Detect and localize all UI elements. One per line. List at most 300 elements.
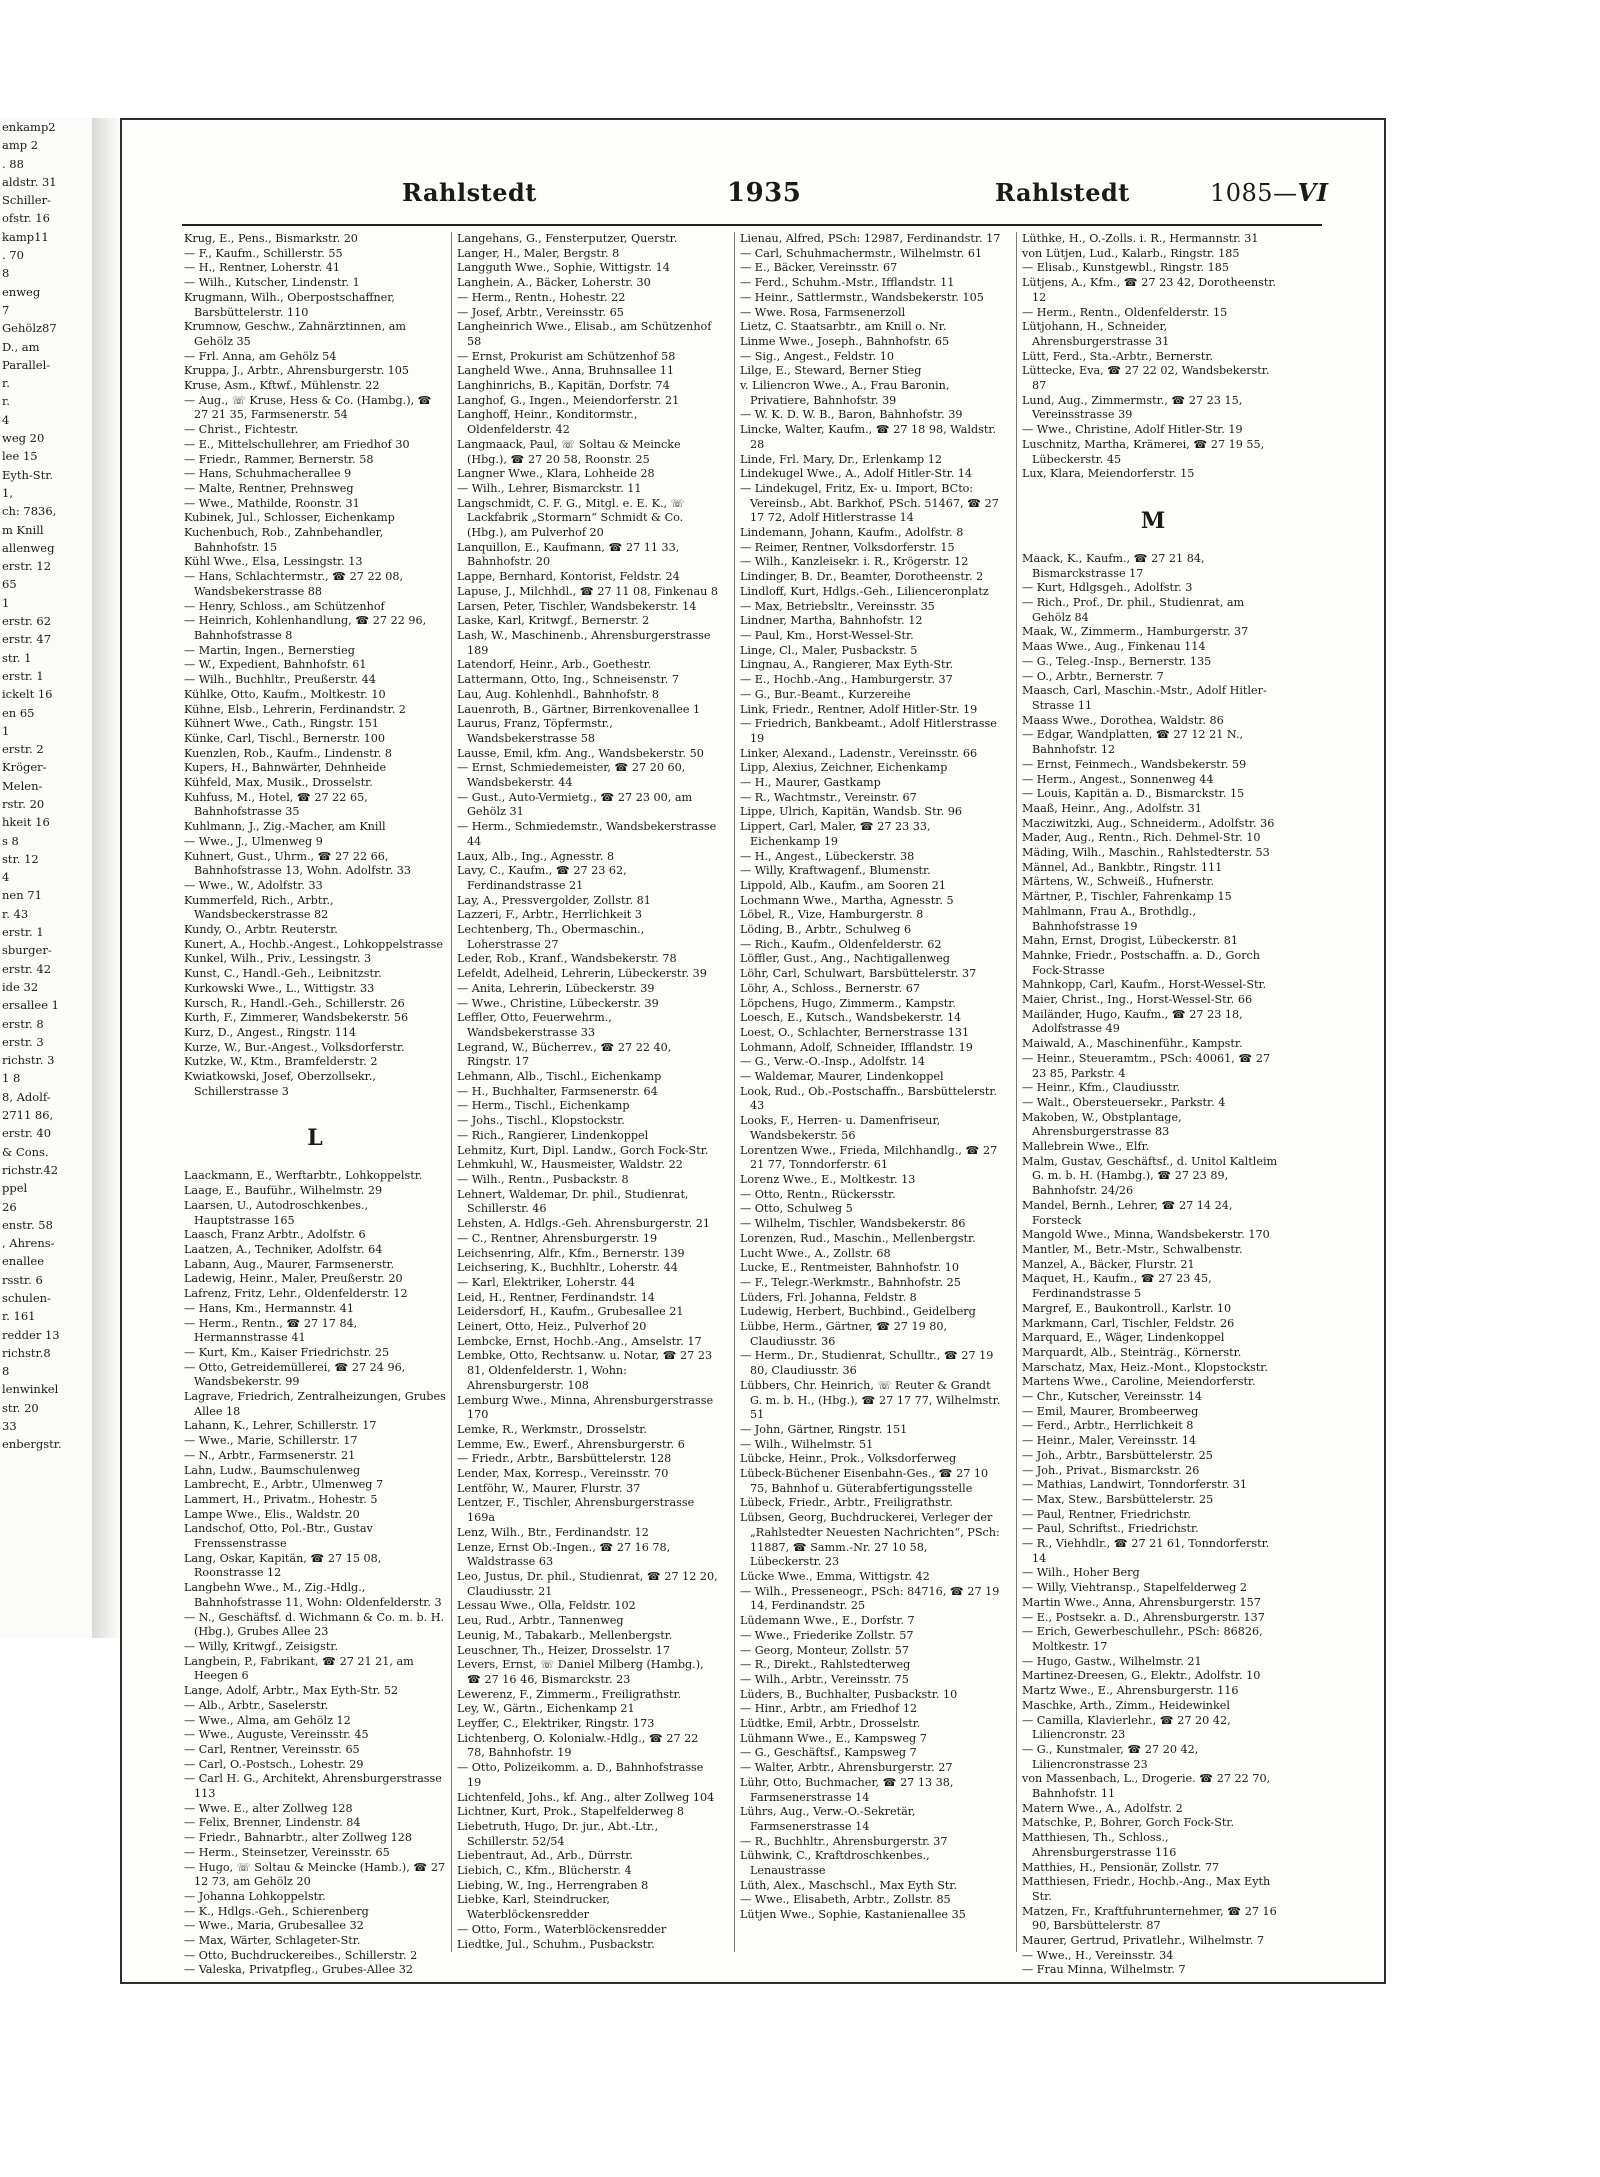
edge-text-fragment: & Cons. bbox=[2, 1144, 49, 1159]
directory-entry: — Rich., Rangierer, Lindenkoppel bbox=[457, 1128, 649, 1142]
column-2 bbox=[457, 232, 719, 1952]
directory-entry: Kühnert Wwe., Cath., Ringstr. 151 bbox=[184, 717, 379, 731]
directory-entry: Matthiesen, Friedr., Hochb.-Ang., Max Eyth Str. bbox=[1022, 1875, 1271, 1903]
directory-entry: — E., Postsekr. a. D., Ahrensburgerstr. 137 bbox=[1022, 1610, 1265, 1624]
directory-entry: — Valeska, Privatpfleg., Grubes-Allee 32 bbox=[184, 1963, 414, 1977]
directory-entry: Lafrenz, Fritz, Lehr., Oldenfelderstr. 12 bbox=[184, 1287, 408, 1301]
directory-entry: Lüthke, H., O.-Zolls. i. R., Hermannstr. 31 bbox=[1022, 232, 1259, 245]
directory-entry: — Louis, Kapitän a. D., Bismarckstr. 15 bbox=[1022, 787, 1245, 801]
directory-entry: Maier, Christ., Ing., Horst-Wessel-Str. 66 bbox=[1022, 993, 1253, 1007]
entries-l-part2 bbox=[457, 232, 719, 1952]
directory-entry: Malm, Gustav, Geschäftsf., d. Unitol Kaltleim G. m. b. H. (Hambg.), ☎ 27 23 89, Bahnhofstr. 24/26 bbox=[1022, 1154, 1278, 1198]
directory-entry: — Anita, Lehrerin, Lübeckerstr. 39 bbox=[457, 981, 655, 995]
directory-entry: Lemke, R., Werkmstr., Drosselstr. bbox=[457, 1422, 647, 1436]
directory-entry: Mäding, Wilh., Maschin., Rahlstedterstr. 53 bbox=[1022, 846, 1270, 860]
directory-entry: — Herm., Schmiedemstr., Wandsbekerstrasse 44 bbox=[457, 820, 717, 848]
directory-entry: — Frl. Anna, am Gehölz 54 bbox=[184, 349, 337, 363]
directory-entry: Legrand, W., Bücherrev., ☎ 27 22 40, Ringstr. 17 bbox=[457, 1040, 672, 1069]
directory-entry: Kurkowski Wwe., L., Wittigstr. 33 bbox=[184, 981, 375, 995]
directory-entry: Martin Wwe., Anna, Ahrensburgerstr. 157 bbox=[1022, 1595, 1261, 1609]
directory-entry: Laarsen, U., Autodroschkenbes., Hauptstrasse 165 bbox=[184, 1198, 369, 1227]
directory-entry: Lindemann, Johann, Kaufm., Adolfstr. 8 bbox=[740, 526, 964, 540]
directory-entry: Ludewig, Herbert, Buchbind., Geidelberg bbox=[740, 1305, 976, 1319]
directory-entry: Lippold, Alb., Kaufm., am Sooren 21 bbox=[740, 878, 946, 892]
directory-entry: — Hugo, ☏ Soltau & Meincke (Hamb.), ☎ 27 12 73, am Gehölz 20 bbox=[184, 1860, 446, 1889]
directory-entry: Lenze, Ernst Ob.-Ingen., ☎ 27 16 78, Waldstrasse 63 bbox=[457, 1540, 671, 1569]
directory-entry: — Friedr., Arbtr., Barsbüttelerstr. 128 bbox=[457, 1452, 672, 1466]
directory-entry: Lindinger, B. Dr., Beamter, Dorotheenstr. 2 bbox=[740, 570, 984, 584]
directory-entry: — Wilh., Hoher Berg bbox=[1022, 1566, 1140, 1580]
directory-entry: — Joh., Privat., Bismarckstr. 26 bbox=[1022, 1463, 1200, 1477]
directory-entry: — Herm., Dr., Studienrat, Schulltr., ☎ 27 19 80, Claudiusstr. 36 bbox=[740, 1349, 994, 1378]
directory-entry: Langheinrich Wwe., Elisab., am Schützenhof 58 bbox=[457, 320, 712, 348]
directory-entry: Lahn, Ludw., Baumschulenweg bbox=[184, 1463, 361, 1477]
directory-entry: Kuenzlen, Rob., Kaufm., Lindenstr. 8 bbox=[184, 746, 392, 760]
directory-entry: Matschke, P., Bohrer, Gorch Fock-Str. bbox=[1022, 1816, 1235, 1830]
directory-entry: Kutzke, W., Ktm., Bramfelderstr. 2 bbox=[184, 1055, 378, 1069]
directory-entry: — Mathias, Landwirt, Tonndorferstr. 31 bbox=[1022, 1478, 1248, 1492]
directory-entry: Matzen, Fr., Kraftfuhrunternehmer, ☎ 27 16 90, Barsbüttelerstr. 87 bbox=[1022, 1904, 1277, 1933]
edge-text-fragment: lenwinkel bbox=[2, 1382, 59, 1397]
directory-entry: Kurth, F., Zimmerer, Wandsbekerstr. 56 bbox=[184, 1011, 409, 1025]
directory-entry: Labann, Aug., Maurer, Farmsenerstr. bbox=[184, 1257, 395, 1271]
directory-entry: Liedtke, Jul., Schuhm., Pusbackstr. bbox=[457, 1937, 655, 1951]
directory-entry: Loesch, E., Kutsch., Wandsbekerstr. 14 bbox=[740, 1011, 962, 1025]
directory-entry: Lund, Aug., Zimmermstr., ☎ 27 23 15, Vereinsstrasse 39 bbox=[1022, 393, 1243, 422]
column-divider bbox=[451, 232, 452, 1952]
directory-entry: — Hans, Schlachtermstr., ☎ 27 22 08, Wandsbekerstrasse 88 bbox=[184, 570, 404, 598]
directory-entry: Maschke, Arth., Zimm., Heidewinkel bbox=[1022, 1698, 1230, 1712]
directory-entry: — Joh., Arbtr., Barsbüttelerstr. 25 bbox=[1022, 1448, 1213, 1462]
directory-entry: Lucke, E., Rentmeister, Bahnhofstr. 10 bbox=[740, 1261, 959, 1275]
directory-entry: Mahnkopp, Carl, Kaufm., Horst-Wessel-Str. bbox=[1022, 978, 1267, 992]
directory-entry: — Erich, Gewerbeschullehr., PSch: 86826, Moltkestr. 17 bbox=[1022, 1625, 1263, 1653]
directory-entry: Lahann, K., Lehrer, Schillerstr. 17 bbox=[184, 1419, 377, 1433]
directory-entry: Kuhnert, Gust., Uhrm., ☎ 27 22 66, Bahnhofstrasse 13, Wohn. Adolfstr. 33 bbox=[184, 849, 412, 878]
directory-entry: v. Liliencron Wwe., A., Frau Baronin, Privatiere, Bahnhofstr. 39 bbox=[740, 379, 950, 407]
directory-entry: Löhr, Carl, Schulwart, Barsbüttelerstr. 37 bbox=[740, 967, 977, 981]
directory-entry: — Malte, Rentner, Prehnsweg bbox=[184, 481, 354, 495]
edge-text-fragment: en 65 bbox=[2, 705, 35, 720]
directory-entry: — Wwe., Christine, Adolf Hitler-Str. 19 bbox=[1022, 423, 1243, 437]
directory-entry: — Carl, Schuhmachermstr., Wilhelmstr. 61 bbox=[740, 246, 983, 260]
directory-entry: — E., Mittelschullehrer, am Friedhof 30 bbox=[184, 437, 410, 451]
directory-entry: — Gust., Auto-Vermietg., ☎ 27 23 00, am Gehölz 31 bbox=[457, 790, 693, 819]
edge-text-fragment: 4 bbox=[2, 870, 10, 885]
directory-entry: — R., Direkt., Rahlstedterweg bbox=[740, 1658, 911, 1672]
header-year: 1935 bbox=[727, 178, 802, 208]
edge-text-fragment: aldstr. 31 bbox=[2, 174, 57, 189]
directory-entry: — Willy, Kraftwagenf., Blumenstr. bbox=[740, 864, 931, 878]
directory-entry: Löpchens, Hugo, Zimmerm., Kampstr. bbox=[740, 996, 956, 1010]
directory-entry: — Josef, Arbtr., Vereinsstr. 65 bbox=[457, 305, 624, 319]
directory-entry: — Carl, Rentner, Vereinsstr. 65 bbox=[184, 1742, 360, 1756]
edge-text-fragment: 1 8 bbox=[2, 1071, 21, 1086]
directory-entry: Ladewig, Heinr., Maler, Preußerstr. 20 bbox=[184, 1272, 403, 1286]
directory-entry: — Walt., Obersteuersekr., Parkstr. 4 bbox=[1022, 1095, 1226, 1109]
directory-entry: — G., Verw.-O.-Insp., Adolfstr. 14 bbox=[740, 1055, 925, 1069]
directory-entry: — Chr., Kutscher, Vereinsstr. 14 bbox=[1022, 1390, 1203, 1404]
directory-entry: Kruse, Asm., Kftwf., Mühlenstr. 22 bbox=[184, 379, 380, 393]
directory-entry: Lappe, Bernhard, Kontorist, Feldstr. 24 bbox=[457, 570, 680, 584]
directory-entry: Kühne, Elsb., Lehrerin, Ferdinandstr. 2 bbox=[184, 702, 406, 716]
directory-entry: — Waldemar, Maurer, Lindenkoppel bbox=[740, 1070, 944, 1084]
directory-entry: Lipp, Alexius, Zeichner, Eichenkamp bbox=[740, 761, 948, 775]
edge-text-fragment: enkamp2 bbox=[2, 120, 56, 134]
edge-text-fragment: 26 bbox=[2, 1199, 17, 1214]
directory-entry: Langschmidt, C. F. G., Mitgl. e. E. K., ☏ Lackfabrik „Stormarn“ Schmidt & Co. (Hbg.), am Pulverhof 20 bbox=[457, 496, 685, 540]
directory-entry: Lefeldt, Adelheid, Lehrerin, Lübeckerstr. 39 bbox=[457, 967, 707, 981]
edge-text-fragment: . 88 bbox=[2, 156, 24, 171]
directory-entry: Lüders, B., Buchhalter, Pusbackstr. 10 bbox=[740, 1687, 958, 1701]
directory-entry: Lindekugel Wwe., A., Adolf Hitler-Str. 14 bbox=[740, 467, 973, 481]
section-letter-m: M bbox=[1140, 507, 1166, 534]
entries-k bbox=[184, 232, 446, 1099]
directory-entry: Makoben, W., Obstplantage, Ahrensburgerstrasse 83 bbox=[1022, 1110, 1182, 1139]
directory-entry: Leyffer, C., Elektriker, Ringstr. 173 bbox=[457, 1717, 655, 1731]
directory-entry: — Camilla, Klavierlehr., ☎ 27 20 42, Liliencronstr. 23 bbox=[1022, 1713, 1231, 1742]
directory-entry: — Wilh., Arbtr., Vereinsstr. 75 bbox=[740, 1672, 909, 1686]
directory-entry: Linker, Alexand., Ladenstr., Vereinsstr. 66 bbox=[740, 746, 978, 760]
directory-entry: Linme Wwe., Joseph., Bahnhofstr. 65 bbox=[740, 334, 950, 348]
directory-entry: — O., Arbtr., Bernerstr. 7 bbox=[1022, 669, 1164, 683]
edge-text-fragment: . 70 bbox=[2, 248, 24, 263]
edge-text-fragment: , Ahrens- bbox=[2, 1236, 55, 1251]
directory-entry: Lühr, Otto, Buchmacher, ☎ 27 13 38, Farmsenerstrasse 14 bbox=[740, 1775, 954, 1804]
directory-entry: Lampe Wwe., Elis., Waldstr. 20 bbox=[184, 1507, 360, 1521]
edge-text-fragment: ickelt 16 bbox=[2, 687, 53, 702]
directory-entry: — Wilh., Wilhelmstr. 51 bbox=[740, 1437, 874, 1451]
directory-entry: Lilge, E., Steward, Berner Stieg bbox=[740, 364, 922, 378]
entries-m bbox=[1022, 552, 1284, 1978]
directory-entry: Lüdtke, Emil, Arbtr., Drosselstr. bbox=[740, 1717, 921, 1731]
edge-text-fragment: m Knill bbox=[2, 522, 44, 537]
edge-text-fragment: 1 bbox=[2, 723, 10, 738]
edge-text-fragment: sburger- bbox=[2, 943, 52, 958]
edge-text-fragment: erstr. 3 bbox=[2, 1034, 44, 1049]
edge-text-fragment: 8, Adolf- bbox=[2, 1089, 51, 1104]
edge-text-fragment: erstr. 1 bbox=[2, 668, 44, 683]
directory-entry: Maurer, Gertrud, Privatlehr., Wilhelmstr. 7 bbox=[1022, 1934, 1264, 1948]
header-right-title: Rahlstedt bbox=[995, 178, 1130, 207]
directory-entry: Leu, Rud., Arbtr., Tannenweg bbox=[457, 1614, 624, 1628]
directory-entry: — R., Buchhltr., Ahrensburgerstr. 37 bbox=[740, 1834, 948, 1848]
edge-text-fragment: 8 bbox=[2, 1364, 10, 1379]
directory-entry: Liebke, Karl, Steindrucker, Waterblöckensredder bbox=[457, 1893, 610, 1922]
edge-text-fragment: 7 bbox=[2, 302, 10, 317]
directory-entry: — Otto, Polizeikomm. a. D., Bahnhofstrasse 19 bbox=[457, 1761, 704, 1789]
directory-entry: Lehmkuhl, W., Hausmeister, Waldstr. 22 bbox=[457, 1158, 683, 1172]
directory-entry: Langhoff, Heinr., Konditormstr., Oldenfelderstr. 42 bbox=[457, 408, 638, 437]
directory-entry: Lender, Max, Korresp., Vereinsstr. 70 bbox=[457, 1467, 669, 1481]
edge-text-fragment: 65 bbox=[2, 577, 17, 592]
directory-entry: — Hinr., Arbtr., am Friedhof 12 bbox=[740, 1702, 918, 1716]
directory-entry: Lembke, Otto, Rechtsanw. u. Notar, ☎ 27 23 81, Oldenfelderstr. 1, Wohn: Ahrensburgerstr. 108 bbox=[457, 1349, 713, 1392]
directory-entry: — N., Geschäftsf. d. Wichmann & Co. m. b. H. (Hbg.), Grubes Allee 23 bbox=[184, 1610, 445, 1639]
directory-entry: — Reimer, Rentner, Volksdorferstr. 15 bbox=[740, 540, 955, 554]
directory-entry: Kurze, W., Bur.-Angest., Volksdorferstr. bbox=[184, 1040, 405, 1054]
directory-entry: — Wilh., Kutscher, Lindenstr. 1 bbox=[184, 276, 360, 290]
directory-entry: Lüders, Frl. Johanna, Feldstr. 8 bbox=[740, 1290, 917, 1304]
directory-entry: Lührs, Aug., Verw.-O.-Sekretär, Farmsenerstrasse 14 bbox=[740, 1805, 916, 1833]
edge-text-fragment: r. 43 bbox=[2, 906, 29, 921]
directory-entry: — Willy, Viehtransp., Stapelfelderweg 2 bbox=[1022, 1581, 1247, 1595]
directory-entry: Leinert, Otto, Heiz., Pulverhof 20 bbox=[457, 1320, 647, 1334]
directory-entry: — Heinr., Sattlermstr., Wandsbekerstr. 105 bbox=[740, 290, 984, 304]
directory-entry: — Paul, Rentner, Friedrichstr. bbox=[1022, 1507, 1191, 1521]
entries-l-part1 bbox=[184, 1169, 446, 1978]
directory-entry: Matern Wwe., A., Adolfstr. 2 bbox=[1022, 1801, 1183, 1815]
directory-entry: Mantler, M., Betr.-Mstr., Schwalbenstr. bbox=[1022, 1243, 1243, 1256]
directory-entry: — Max, Stew., Barsbüttelerstr. 25 bbox=[1022, 1492, 1214, 1506]
edge-text-fragment: str. 12 bbox=[2, 851, 39, 866]
directory-entry: — Ernst, Feinmech., Wandsbekerstr. 59 bbox=[1022, 757, 1247, 771]
directory-entry: — Wwe., Maria, Grubesallee 32 bbox=[184, 1919, 364, 1933]
directory-entry: Lammert, H., Privatm., Hohestr. 5 bbox=[184, 1492, 378, 1506]
directory-entry: — H., Rentner, Loherstr. 41 bbox=[184, 261, 341, 275]
directory-entry: — R., Wachtmstr., Vereinstr. 67 bbox=[740, 790, 917, 804]
directory-entry: Lucht Wwe., A., Zollstr. 68 bbox=[740, 1246, 891, 1260]
column-divider bbox=[1016, 232, 1017, 1952]
directory-entry: Laux, Alb., Ing., Agnesstr. 8 bbox=[457, 849, 615, 863]
directory-entry: Lüttecke, Eva, ☎ 27 22 02, Wandsbekerstr. 87 bbox=[1022, 364, 1270, 393]
directory-entry: Lindner, Martha, Bahnhofstr. 12 bbox=[740, 614, 923, 628]
directory-entry: Laurus, Franz, Töpfermstr., Wandsbekerstrasse 58 bbox=[457, 717, 613, 745]
directory-entry: — Paul, Km., Horst-Wessel-Str. bbox=[740, 628, 914, 642]
directory-entry: Kunst, C., Handl.-Geh., Leibnitzstr. bbox=[184, 967, 382, 981]
directory-entry: Lapuse, J., Milchhdl., ☎ 27 11 08, Finkenau 8 bbox=[457, 584, 719, 598]
directory-entry: — Rich., Prof., Dr. phil., Studienrat, am Gehölz 84 bbox=[1022, 596, 1245, 624]
directory-entry: Krug, E., Pens., Bismarkstr. 20 bbox=[184, 232, 358, 245]
edge-text-fragment: enstr. 58 bbox=[2, 1217, 53, 1232]
edge-text-fragment: hkeit 16 bbox=[2, 815, 50, 830]
directory-entry: — Wwe., Friederike Zollstr. 57 bbox=[740, 1628, 914, 1642]
directory-entry: — Ferd., Arbtr., Herrlichkeit 8 bbox=[1022, 1419, 1194, 1433]
directory-entry: — Friedrich, Bankbeamt., Adolf Hitlerstrasse 19 bbox=[740, 717, 997, 745]
directory-entry: Lincke, Walter, Kaufm., ☎ 27 18 98, Waldstr. 28 bbox=[740, 423, 997, 451]
directory-entry: Kühlke, Otto, Kaufm., Moltkestr. 10 bbox=[184, 687, 386, 701]
directory-entry: Martz Wwe., E., Ahrensburgerstr. 116 bbox=[1022, 1684, 1239, 1698]
edge-text-fragment: schulen- bbox=[2, 1291, 51, 1305]
directory-entry: Kwiatkowski, Josef, Oberzollsekr., Schillerstrasse 3 bbox=[184, 1070, 376, 1098]
directory-entry: — Christ., Fichtestr. bbox=[184, 423, 299, 437]
directory-entry: Lübbers, Chr. Heinrich, ☏ Reuter & Grandt G. m. b. H., (Hbg.), ☎ 27 17 77, Wilhelmstr. 51 bbox=[740, 1378, 1001, 1422]
directory-entry: Lang, Oskar, Kapitän, ☎ 27 15 08, Roonstrasse 12 bbox=[184, 1551, 382, 1580]
directory-entry: Laackmann, E., Werftarbtr., Lohkoppelstr. bbox=[184, 1169, 423, 1183]
directory-entry: Kunert, A., Hochb.-Angest., Lohkoppelstrasse bbox=[184, 937, 444, 951]
directory-entry: Maas Wwe., Aug., Finkenau 114 bbox=[1022, 640, 1206, 654]
directory-entry: — Lindekugel, Fritz, Ex- u. Import, BCto: Vereinsb., Abt. Barkhof, PSch. 51467, ☎ 27 17 72, Adolf Hitlerstrasse 14 bbox=[740, 481, 999, 525]
directory-entry: Lüdemann Wwe., E., Dorfstr. 7 bbox=[740, 1614, 915, 1628]
directory-entry: Langbein, P., Fabrikant, ☎ 27 21 21, am Heegen 6 bbox=[184, 1654, 414, 1683]
directory-entry: Liebich, C., Kfm., Blücherstr. 4 bbox=[457, 1864, 632, 1878]
directory-entry: — Wwe., Christine, Lübeckerstr. 39 bbox=[457, 996, 659, 1010]
directory-entry: Matthies, H., Pensionär, Zollstr. 77 bbox=[1022, 1860, 1220, 1874]
directory-entry: Maiwald, A., Maschinenführ., Kampstr. bbox=[1022, 1037, 1243, 1051]
edge-text-fragment: rsstr. 6 bbox=[2, 1272, 43, 1287]
edge-text-fragment: erstr. 2 bbox=[2, 742, 44, 757]
directory-entry: Laatzen, A., Techniker, Adolfstr. 64 bbox=[184, 1243, 383, 1256]
directory-entry: Marschatz, Max, Heiz.-Mont., Klopstockstr. bbox=[1022, 1360, 1268, 1374]
directory-entry: Kuchenbuch, Rob., Zahnbehandler, Bahnhofstr. 15 bbox=[184, 526, 384, 554]
edge-text-fragment: Kröger- bbox=[2, 760, 47, 775]
directory-entry: Lausse, Emil, kfm. Ang., Wandsbekerstr. 50 bbox=[457, 746, 704, 760]
directory-entry: Mahnke, Friedr., Postschaffn. a. D., Gorch Fock-Strasse bbox=[1022, 948, 1261, 977]
directory-entry: Mader, Aug., Rentn., Rich. Dehmel-Str. 10 bbox=[1022, 831, 1261, 845]
directory-entry: — Elisab., Kunstgewbl., Ringstr. 185 bbox=[1022, 261, 1230, 275]
directory-entry: Latendorf, Heinr., Arb., Goethestr. bbox=[457, 658, 652, 672]
directory-entry: — Paul, Schriftst., Friedrichstr. bbox=[1022, 1522, 1199, 1536]
directory-entry: Lange, Adolf, Arbtr., Max Eyth-Str. 52 bbox=[184, 1684, 399, 1698]
directory-entry: Maquet, H., Kaufm., ☎ 27 23 45, Ferdinandstrasse 5 bbox=[1022, 1272, 1212, 1301]
directory-entry: — Martin, Ingen., Bernerstieg bbox=[184, 643, 355, 657]
directory-entry: Lewerenz, F., Zimmerm., Freiligrathstr. bbox=[457, 1687, 682, 1701]
directory-entry: Manzel, A., Bäcker, Flurstr. 21 bbox=[1022, 1257, 1195, 1271]
directory-entry: Lorenz Wwe., E., Moltkestr. 13 bbox=[740, 1173, 916, 1186]
directory-entry: Luschnitz, Martha, Krämerei, ☎ 27 19 55, Lübeckerstr. 45 bbox=[1022, 437, 1265, 466]
edge-text-fragment: erstr. 47 bbox=[2, 632, 52, 647]
directory-entry: Mallebrein Wwe., Elfr. bbox=[1022, 1140, 1150, 1154]
directory-entry: — Carl H. G., Architekt, Ahrensburgerstrasse 113 bbox=[184, 1772, 442, 1801]
directory-entry: Lichtenberg, O. Kolonialw.-Hdlg., ☎ 27 22 78, Bahnhofstr. 19 bbox=[457, 1731, 699, 1760]
directory-entry: Lorenzen, Rud., Maschin., Mellenbergstr. bbox=[740, 1231, 976, 1245]
edge-text-fragment: 1, bbox=[2, 485, 13, 500]
edge-text-fragment: 2711 86, bbox=[2, 1108, 54, 1123]
directory-entry: — Heinr., Maler, Vereinsstr. 14 bbox=[1022, 1434, 1197, 1448]
directory-entry: Lauenroth, B., Gärtner, Birrenkovenallee 1 bbox=[457, 702, 701, 716]
directory-entry: Maass Wwe., Dorothea, Waldstr. 86 bbox=[1022, 713, 1224, 727]
edge-text-fragment: erstr. 12 bbox=[2, 559, 52, 574]
directory-entry: Lübbe, Herm., Gärtner, ☎ 27 19 80, Claudiusstr. 36 bbox=[740, 1320, 948, 1348]
directory-entry: Leo, Justus, Dr. phil., Studienrat, ☎ 27 12 20, Claudiusstr. 21 bbox=[457, 1569, 718, 1598]
directory-entry: Marquardt, Alb., Steinträg., Körnerstr. bbox=[1022, 1345, 1242, 1359]
directory-entry: Kummerfeld, Rich., Arbtr., Wandsbeckerstrasse 82 bbox=[184, 893, 334, 922]
directory-entry: Maack, K., Kaufm., ☎ 27 21 84, Bismarckstrasse 17 bbox=[1022, 551, 1205, 580]
directory-entry: Liebing, W., Ing., Herrengraben 8 bbox=[457, 1878, 649, 1892]
directory-entry: Lichtenfeld, Johs., kf. Ang., alter Zollweg 104 bbox=[457, 1790, 715, 1804]
edge-text-fragment: 33 bbox=[2, 1419, 17, 1434]
directory-entry: — H., Angest., Lübeckerstr. 38 bbox=[740, 849, 915, 863]
edge-text-fragment: amp 2 bbox=[2, 138, 39, 153]
previous-page-edge bbox=[0, 118, 97, 1638]
directory-entry: Mailänder, Hugo, Kaufm., ☎ 27 23 18, Adolfstrasse 49 bbox=[1022, 1007, 1243, 1036]
directory-entry: Martinez-Dreesen, G., Elektr., Adolfstr. 10 bbox=[1022, 1669, 1261, 1683]
directory-entry: — Otto, Schulweg 5 bbox=[740, 1202, 853, 1216]
section-letter-l: L bbox=[307, 1125, 323, 1152]
entries-l-part3 bbox=[740, 232, 1002, 1923]
directory-entry: Lütjen Wwe., Sophie, Kastanienallee 35 bbox=[740, 1908, 966, 1922]
directory-entry: Langer, H., Maler, Bergstr. 8 bbox=[457, 246, 620, 260]
directory-entry: Lagrave, Friedrich, Zentralheizungen, Grubes Allee 18 bbox=[184, 1390, 446, 1418]
directory-entry: — Max, Betriebsltr., Vereinsstr. 35 bbox=[740, 599, 935, 613]
edge-text-fragment: erstr. 62 bbox=[2, 614, 52, 629]
directory-entry: — Ernst, Schmiedemeister, ☎ 27 20 60, Wandsbekerstr. 44 bbox=[457, 761, 686, 790]
directory-entry: Lemme, Ew., Ewerf., Ahrensburgerstr. 6 bbox=[457, 1437, 685, 1451]
directory-entry: — Wilh., Rentn., Pusbackstr. 8 bbox=[457, 1173, 629, 1186]
directory-entry: Martens Wwe., Caroline, Meiendorferstr. bbox=[1022, 1375, 1256, 1389]
directory-entry: Langhinrichs, B., Kapitän, Dorfstr. 74 bbox=[457, 379, 670, 393]
directory-entry: — Ferd., Schuhm.-Mstr., Ifflandstr. 11 bbox=[740, 276, 955, 290]
directory-entry: — John, Gärtner, Ringstr. 151 bbox=[740, 1422, 908, 1436]
edge-text-fragment: Gehölz87 bbox=[2, 321, 57, 336]
directory-entry: Lübeck-Büchener Eisenbahn-Ges., ☎ 27 10 75, Bahnhof u. Güterabfertigungsstelle bbox=[740, 1467, 989, 1495]
directory-entry: — Wilh., Kanzleisekr. i. R., Krögerstr. 12 bbox=[740, 555, 969, 569]
directory-entry: Mandel, Bernh., Lehrer, ☎ 27 14 24, Forsteck bbox=[1022, 1198, 1233, 1227]
directory-entry: — H., Buchhalter, Farmsenerstr. 64 bbox=[457, 1084, 658, 1098]
directory-entry: — Herm., Angest., Sonnenweg 44 bbox=[1022, 772, 1214, 786]
directory-entry: Krumnow, Geschw., Zahnärztinnen, am Gehölz 35 bbox=[184, 320, 406, 348]
directory-entry: — N., Arbtr., Farmsenerstr. 21 bbox=[184, 1448, 356, 1462]
directory-entry: Lütt, Ferd., Sta.-Arbtr., Bernerstr. bbox=[1022, 349, 1213, 363]
directory-entry: Lütjohann, H., Schneider, Ahrensburgerstrasse 31 bbox=[1022, 320, 1170, 348]
directory-entry: — Sig., Angest., Feldstr. 10 bbox=[740, 349, 895, 363]
edge-text-fragment: r. bbox=[2, 376, 10, 391]
directory-entry: Liebetruth, Hugo, Dr. jur., Abt.-Ltr., Schillerstr. 52/54 bbox=[457, 1819, 659, 1848]
directory-entry: Märtens, W., Schweiß., Hufnerstr. bbox=[1022, 875, 1215, 889]
directory-entry: — Johs., Tischl., Klopstockstr. bbox=[457, 1114, 625, 1128]
directory-entry: — Wwe., Marie, Schillerstr. 17 bbox=[184, 1434, 358, 1448]
directory-entry: Künke, Carl, Tischl., Bernerstr. 100 bbox=[184, 731, 385, 745]
directory-entry: — R., Viehhdlr., ☎ 27 21 61, Tonndorferstr. 14 bbox=[1022, 1537, 1270, 1565]
directory-entry: — Kurt, Km., Kaiser Friedrichstr. 25 bbox=[184, 1345, 390, 1359]
directory-entry: Leder, Rob., Kranf., Wandsbekerstr. 78 bbox=[457, 952, 677, 966]
directory-entry: Löffler, Gust., Ang., Nachtigallenweg bbox=[740, 952, 950, 966]
edge-text-fragment: 1 bbox=[2, 595, 10, 610]
directory-entry: Lux, Klara, Meiendorferstr. 15 bbox=[1022, 467, 1195, 481]
directory-entry: Linge, Cl., Maler, Pusbackstr. 5 bbox=[740, 643, 918, 657]
directory-entry: Lentzer, F., Tischler, Ahrensburgerstrasse 169a bbox=[457, 1496, 695, 1525]
directory-entry: Langbehn Wwe., M., Zig.-Hdlg., Bahnhofstrasse 11, Wohn: Oldenfelderstr. 3 bbox=[184, 1581, 442, 1609]
edge-text-fragment: 4 bbox=[2, 412, 10, 427]
directory-entry: — Wwe., H., Vereinsstr. 34 bbox=[1022, 1948, 1174, 1962]
edge-text-fragment: Parallel- bbox=[2, 357, 51, 372]
directory-entry: Lohmann, Adolf, Schneider, Ifflandstr. 19 bbox=[740, 1040, 973, 1054]
book-gutter bbox=[92, 118, 120, 1638]
directory-entry: Laage, E., Bauführ., Wilhelmstr. 29 bbox=[184, 1184, 383, 1198]
edge-text-fragment: erstr. 40 bbox=[2, 1126, 52, 1141]
directory-entry: Mahlmann, Frau A., Brothdlg., Bahnhofstrasse 19 bbox=[1022, 904, 1197, 933]
directory-entry: Lavy, C., Kaufm., ☎ 27 23 62, Ferdinandstrasse 21 bbox=[457, 864, 627, 892]
directory-entry: Langner Wwe., Klara, Lohheide 28 bbox=[457, 467, 655, 481]
directory-entry: — Herm., Rentn., ☎ 27 17 84, Hermannstrasse 41 bbox=[184, 1316, 358, 1345]
column-1 bbox=[184, 232, 446, 1977]
directory-entry: Kunkel, Wilh., Priv., Lessingstr. 3 bbox=[184, 952, 372, 966]
header-page-number bbox=[1210, 178, 1328, 207]
column-3 bbox=[740, 232, 1002, 1952]
directory-entry: Kruppa, J., Arbtr., Ahrensburgerstr. 105 bbox=[184, 364, 410, 378]
edge-text-fragment: Schiller- bbox=[2, 193, 51, 208]
directory-entry: Löbel, R., Vize, Hamburgerstr. 8 bbox=[740, 908, 924, 922]
directory-entry: Leidersdorf, H., Kaufm., Grubesallee 21 bbox=[457, 1305, 684, 1319]
directory-entry: Link, Friedr., Rentner, Adolf Hitler-Str. 19 bbox=[740, 702, 978, 716]
directory-entry: Looks, F., Herren- u. Damenfriseur, Wandsbekerstr. 56 bbox=[740, 1114, 941, 1142]
directory-entry: — Wwe., J., Ulmenweg 9 bbox=[184, 834, 323, 848]
directory-entry: — Hans, Km., Hermannstr. 41 bbox=[184, 1301, 354, 1315]
edge-text-fragment: erstr. 8 bbox=[2, 1016, 44, 1031]
directory-entry: Levers, Ernst, ☏ Daniel Milberg (Hambg.), ☎ 27 16 46, Bismarckstr. 23 bbox=[457, 1658, 704, 1686]
directory-entry: — Otto, Buchdruckereibes., Schillerstr. 2 bbox=[184, 1948, 418, 1962]
edge-text-fragment: ppel bbox=[2, 1181, 28, 1196]
directory-entry: — E., Hochb.-Ang., Hamburgerstr. 37 bbox=[740, 673, 953, 687]
directory-entry: Langguth Wwe., Sophie, Wittigstr. 14 bbox=[457, 261, 670, 275]
edge-text-fragment: richstr. 3 bbox=[2, 1053, 55, 1068]
directory-entry: — Rich., Kaufm., Oldenfelderstr. 62 bbox=[740, 937, 942, 951]
directory-entry: Lambrecht, E., Arbtr., Ulmenweg 7 bbox=[184, 1478, 384, 1492]
edge-text-fragment: Eyth-Str. bbox=[2, 467, 54, 482]
directory-entry: — Henry, Schloss., am Schützenhof bbox=[184, 599, 385, 613]
directory-entry: — Wwe. E., alter Zollweg 128 bbox=[184, 1801, 353, 1815]
directory-entry: Liebentraut, Ad., Arb., Dürrstr. bbox=[457, 1849, 633, 1863]
